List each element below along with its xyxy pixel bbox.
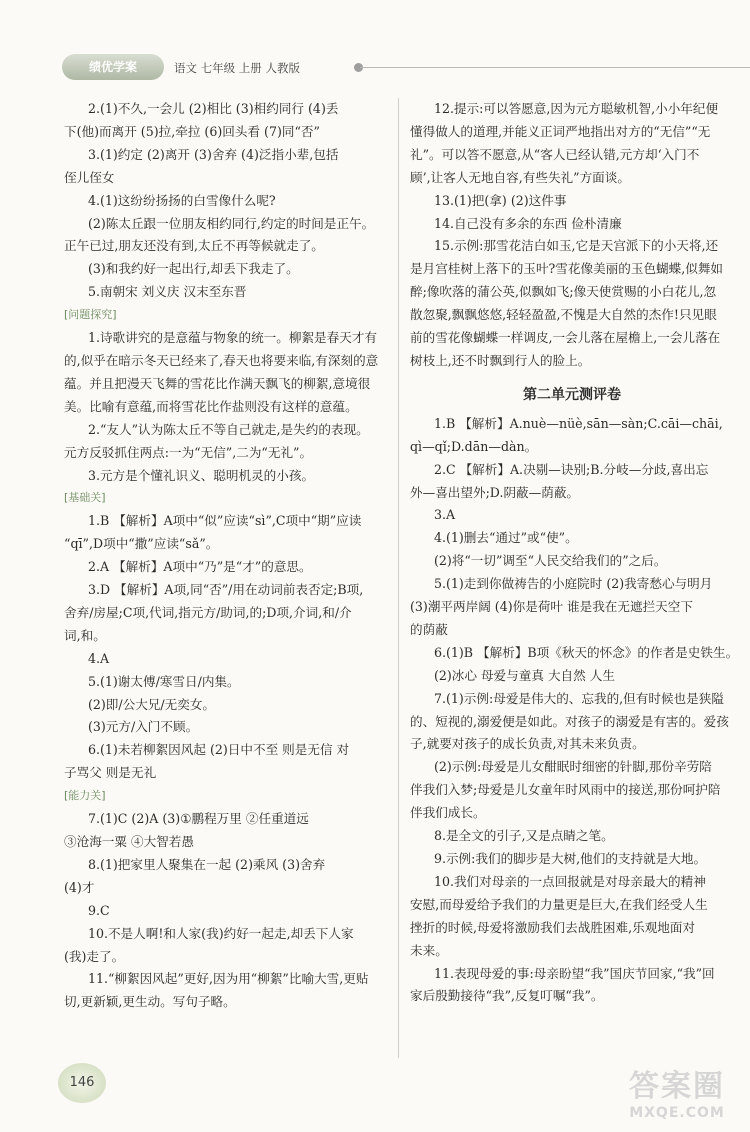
answer-line: 顾’,让客人无地自容,有些失礼”方面谈。 [410,169,630,185]
answer-line: 10.不是人啊!和人家(我)约好一起走,却丢下人家 [87,925,354,941]
answer-line: 4.(1)这纷纷扬扬的白雪像什么呢? [87,192,276,208]
answer-line: 醉;像吹落的蒲公英,似飘如飞;像天使赏赐的小白花儿,忽 [410,284,717,300]
answer-line: 8.(1)把家里人聚集在一起 (2)乘风 (3)舍弃 [87,856,326,872]
subject-label: 语文 七年级 上册 人教版 [174,61,300,75]
answer-line: 3.A [433,507,456,523]
answer-line: 的,似乎在暗示冬天已经来了,春天也将要来临,有深刻的意 [64,352,379,368]
answer-line: qì—qǐ;D.dān—dàn。 [410,438,538,454]
answer-line: (2)冰心 母爱与童真 大自然 人生 [433,667,615,683]
answer-line: “qī”,D项中“撒”应读“sǎ”。 [64,536,219,552]
answer-line: 伴我们入梦;母爱是儿女童年时风雨中的接送,那份呵护陪 [410,782,721,798]
answer-line: 的荫蔽 [410,621,448,637]
answer-line: 8.是全文的引子,又是点睛之笔。 [433,828,614,844]
section-heading: [基础关] [64,491,106,505]
answer-line: 散忽聚,飘飘悠悠,轻轻盈盈,不愧是大自然的杰作!只见眼 [410,307,717,323]
answer-line: 3.D 【解析】A项,同“否”/用在动词前表否定;B项, [87,582,364,598]
answer-line: 3.元方是个懂礼识义、聪明机灵的小孩。 [87,467,315,483]
answer-line: 前的雪花像蝴蝶一样调皮,一会儿落在屋檐上,一会儿落在 [410,330,721,346]
answer-line: 家后殷勤接待“我”,反复叮嘱“我”。 [410,988,604,1004]
answer-line: 9.C [87,902,110,918]
answer-line: 树枝上,还不时飘到行人的脸上。 [410,352,591,368]
answer-line: 词,和。 [64,627,106,643]
answer-line: 子,就要对孩子的成长负责,对其未来负责。 [410,736,645,752]
answer-line: 5.(1)谢太傅/寒雪日/内集。 [87,673,240,689]
answer-line: (3)潮平两岸阔 (4)你是荷叶 谁是我在无遮拦天空下 [410,599,693,615]
header-rule [360,67,750,68]
answer-line: 伴我们成长。 [410,805,486,821]
answer-line: 7.(1)C (2)A (3)①鹏程万里 ②任重道远 [87,811,309,827]
answer-line: 5.南朝宋 刘义庆 汉末至东晋 [87,284,247,300]
answer-line: 5.(1)走到你做祷告的小庭院时 (2)我寄愁心与明月 [433,576,713,592]
answer-line: 1.B 【解析】A.nuè—nüè,sān—sàn;C.cāi—chāi, [433,415,723,431]
answer-line: 4.A [87,650,110,666]
page-number: 146 [58,1063,106,1103]
section-heading: [能力关] [64,789,106,803]
answer-line: (4)才 [64,879,95,895]
column-divider [398,98,399,1058]
answer-line: 未来。 [410,942,448,958]
answer-line: 1.诗歌讲究的是意蕴与物象的统一。柳絮是春天才有 [87,330,378,346]
answer-line: 正午已过,朋友还没有到,太丘不再等候就走了。 [64,238,324,254]
answer-line: 侄儿侄女 [64,169,115,185]
answer-line: 13.(1)把(拿) (2)这件事 [433,192,567,208]
answer-line: 是月宫桂树上落下的玉叶?雪花像美丽的玉色蝴蝶,似舞如 [410,261,724,277]
answer-line: 7.(1)示例:母爱是伟大的、忘我的,但有时候也是狭隘 [433,690,724,706]
answer-line: 6.(1)未若柳絮因风起 (2)日中不至 则是无信 对 [87,742,350,758]
answer-line: (2)陈太丘跟一位朋友相约同行,约定的时间是正午。 [87,215,375,231]
answer-line: 美。比喻有意蕴,而将雪花比作盐则没有这样的意蕴。 [64,398,358,414]
answer-line: 下(他)而离开 (5)拉,牵拉 (6)回头看 (7)同“否” [64,123,320,139]
series-badge: 绩优学案 [62,54,164,80]
answer-line: 挫折的时候,母爱将激励我们去战胜困难,乐观地面对 [410,919,696,935]
answer-line: 1.B 【解析】A项中“似”应读“sì”,C项中“期”应读 [87,513,362,529]
right-column [410,98,739,1008]
answer-line: (2)将“一切”调至“人民交给我们的”之后。 [433,553,667,569]
answer-line: 11.“柳絮因风起”更好,因为用“柳絮”比喻大雪,更贴 [87,971,369,987]
answer-line: 切,更新颖,更生动。写句子略。 [64,994,236,1010]
watermark-logo [612,1070,742,1128]
answer-line: 元方反驳抓住两点:一为“无信”,二为“无礼”。 [64,444,313,460]
answer-line: 2.C 【解析】A.决剔—诀别;B.分岐—分歧,喜出忘 [433,461,709,477]
answer-line: (3)和我约好一起出行,却丢下我走了。 [87,261,299,277]
answer-line: 10.我们对母亲的一点回报就是对母亲最大的精神 [433,873,706,889]
answer-line: 15.示例:那雪花洁白如玉,它是天宫派下的小天将,还 [433,238,719,254]
answer-line: ③沧海一粟 ④大智若愚 [64,834,194,849]
watermark-url: MXQE.COM [629,1105,725,1121]
answer-line: 12.提示:可以答愿意,因为元方聪敏机智,小小年纪便 [433,101,719,116]
answer-line: 舍弃/房屋;C项,代词,指元方/助词,的;D项,介词,和/介 [64,604,352,620]
answer-line: 14.自己没有多余的东西 俭朴清廉 [433,215,622,231]
answer-line: 6.(1)B 【解析】B项《秋天的怀念》的作者是史铁生。 [433,644,739,660]
answer-line: 的、短视的,溺爱便是如此。对孩子的溺爱是有害的。爱孩 [410,713,729,729]
answer-line: 礼”。可以答不愿意,从“客人已经认错,元方却‘入门不 [410,146,700,162]
watermark-text: 答案圈 [629,1069,725,1104]
answer-line: 11.表现母爱的事:母亲盼望“我”国庆节回家,“我”回 [433,965,715,981]
answer-line: (2)即/公大兄/无奕女。 [87,696,216,712]
answer-line: 2.“友人”认为陈太丘不等自己就走,是失约的表现。 [87,421,369,437]
page-header [62,52,362,82]
left-column [64,98,386,1014]
answer-line: (3)元方/入门不顾。 [87,719,199,735]
answer-line: 4.(1)删去“通过”或“使”。 [433,530,578,546]
answer-line: (2)示例:母爱是儿女酣眠时细密的针脚,那份辛劳陪 [433,759,712,775]
answer-line: 2.(1)不久,一会儿 (2)相比 (3)相约同行 (4)丢 [87,101,339,116]
section-heading: [问题探究] [64,308,117,322]
answer-line: 3.(1)约定 (2)离开 (3)舍弃 (4)泛指小辈,包括 [87,146,339,162]
answer-line: 外—喜出望外;D.阴蔽—荫蔽。 [410,484,580,500]
answer-line: 2.A 【解析】A项中“乃”是“才”的意思。 [87,559,312,575]
answer-line: (我)走了。 [64,948,125,964]
answer-line: 蕴。并且把漫天飞舞的雪花比作满天飘飞的柳絮,意境很 [64,375,371,391]
answer-line: 子骂父 则是无礼 [64,765,157,781]
answer-line: 9.示例:我们的脚步是大树,他们的支持就是大地。 [433,851,707,866]
answer-line: 懂得做人的道理,并能义正词严地指出对方的“无信”“无 [410,123,711,139]
unit-title: 第二单元测评卷 [523,386,621,403]
answer-line: 安慰,而母爱给予我们的力量更是巨大,在我们经受人生 [410,896,708,912]
